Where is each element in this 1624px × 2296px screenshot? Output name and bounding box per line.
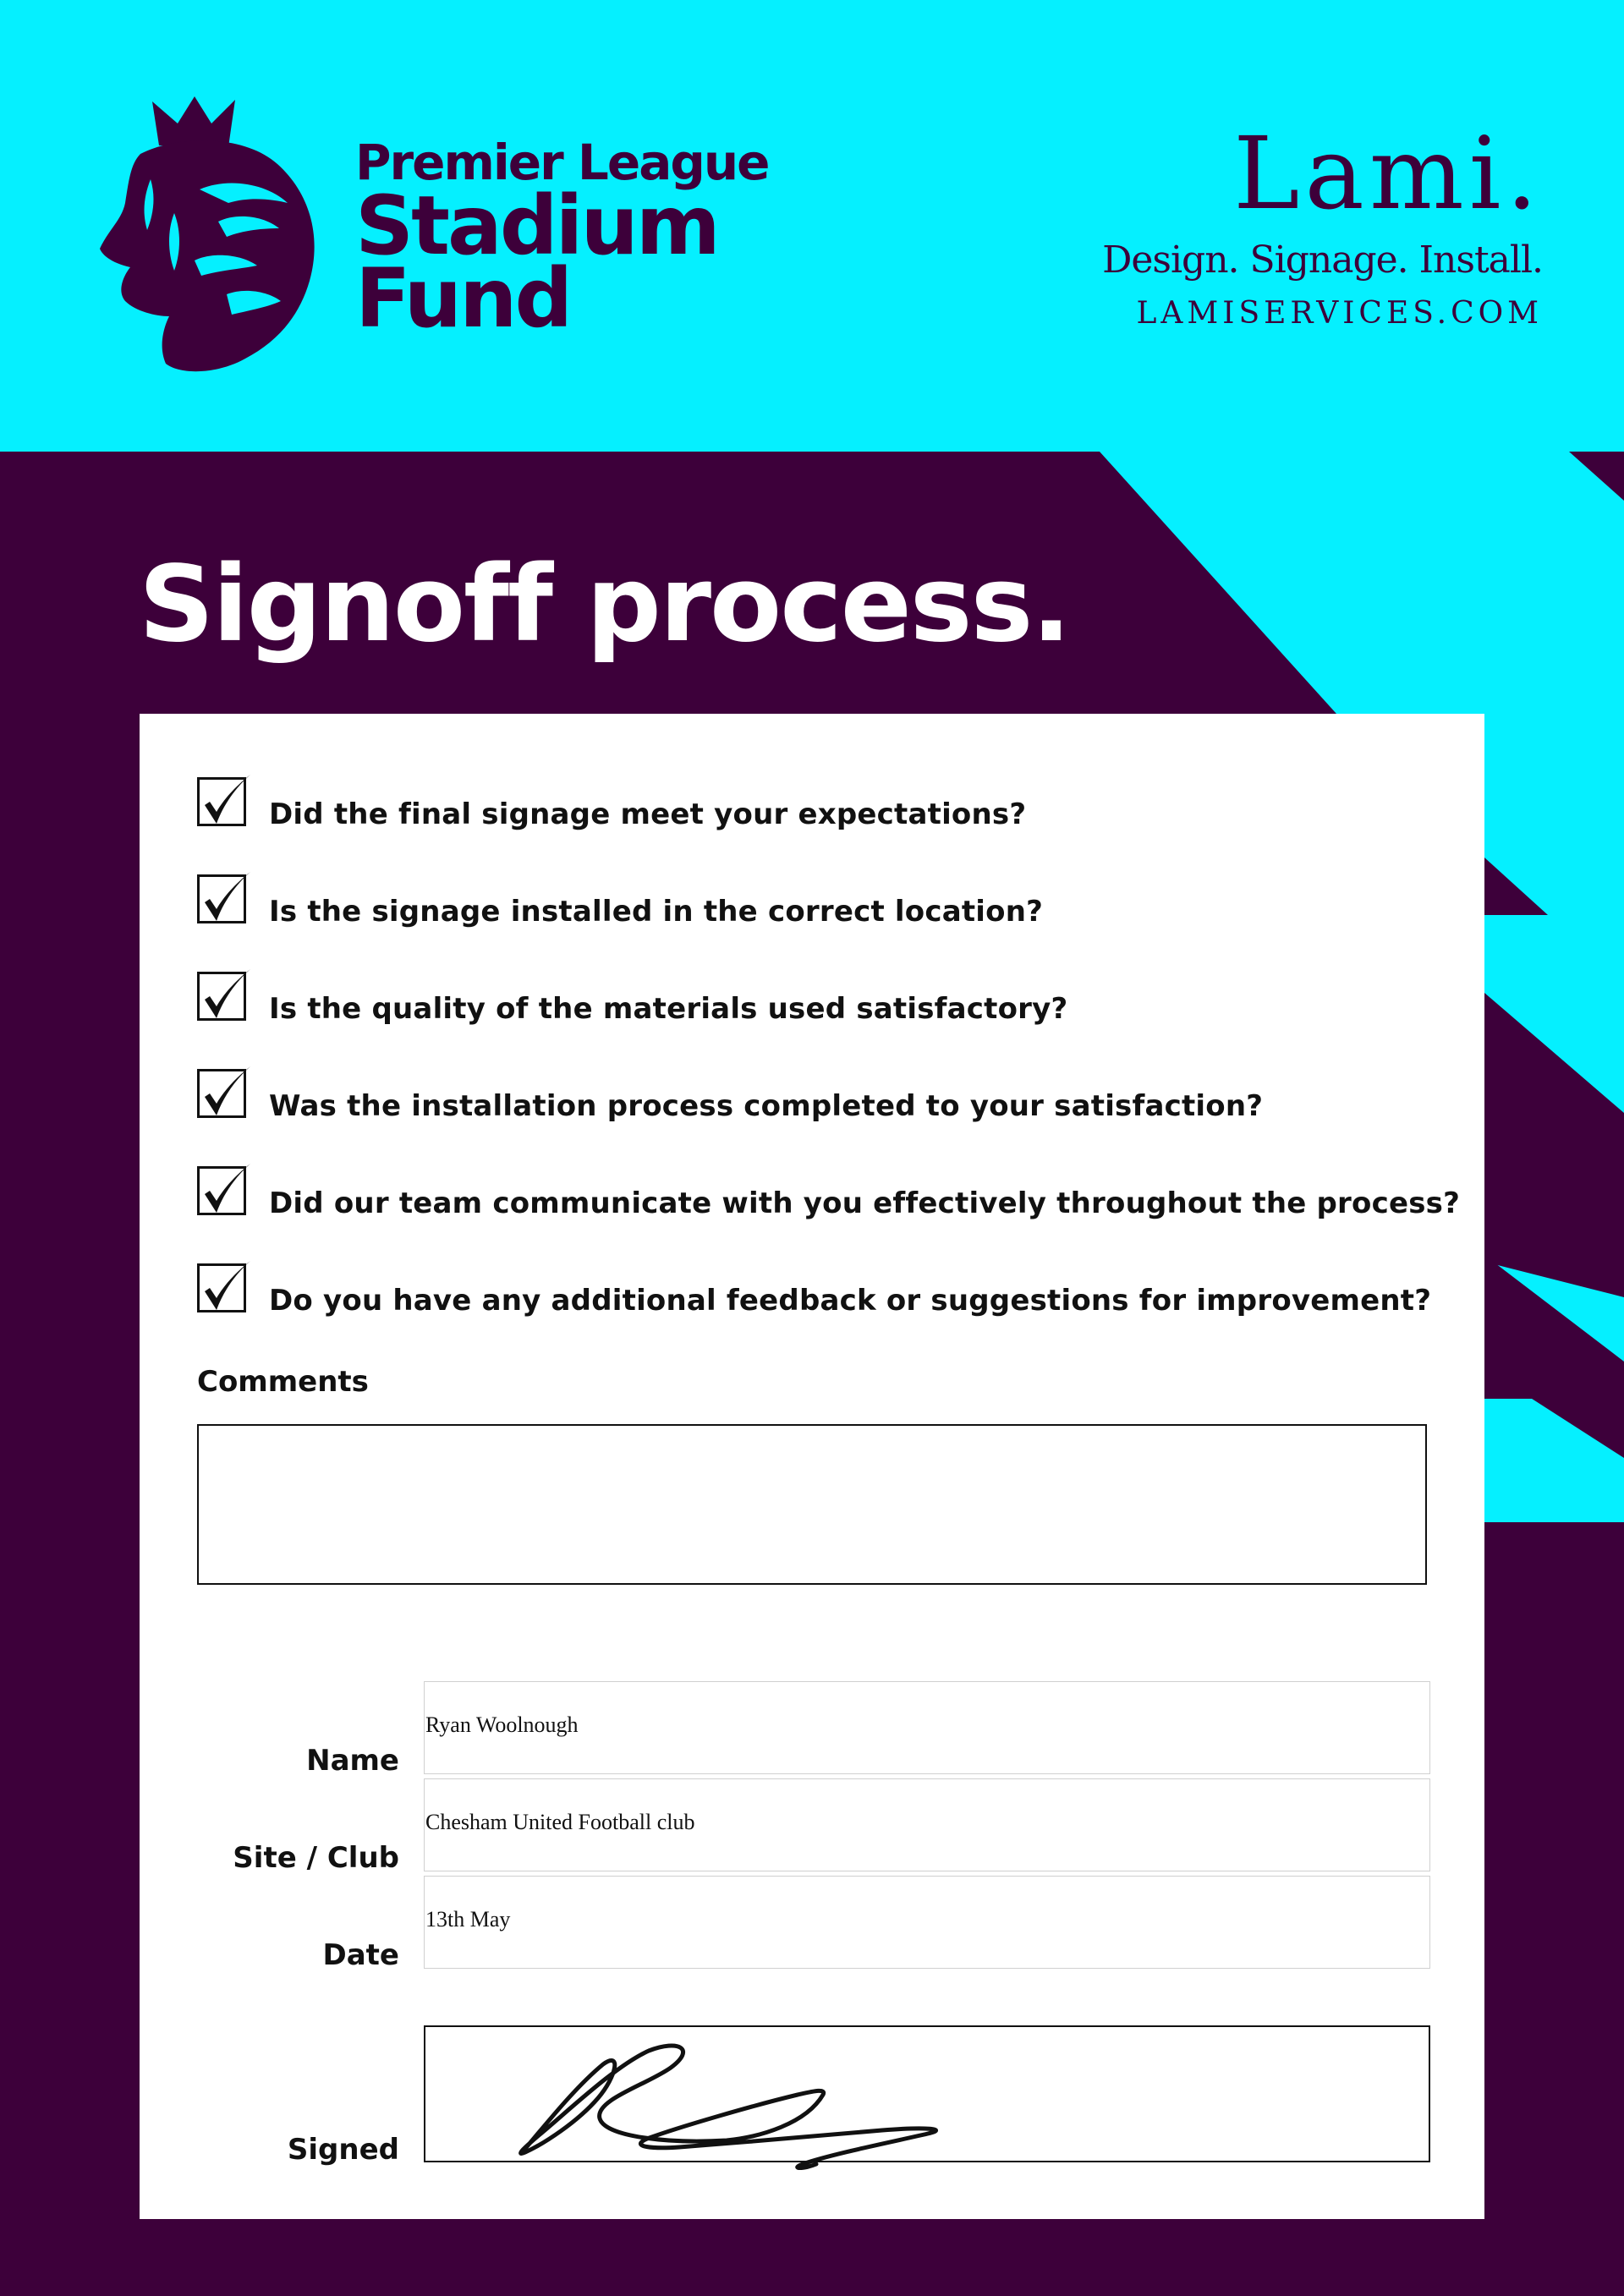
page-title: Signoff process. (139, 544, 1070, 666)
checkbox[interactable] (197, 972, 246, 1021)
logo-line2: Stadium (355, 178, 718, 273)
checkmark-icon (198, 1258, 254, 1318)
question-text: Do you have any additional feedback or suggestions for improvement? (269, 1284, 1432, 1318)
lami-brand-block (1102, 115, 1543, 337)
date-field[interactable] (424, 1876, 1430, 1969)
question-text: Is the signage installed in the correct location? (269, 895, 1044, 929)
site-label: Site / Club (233, 1841, 399, 1875)
question-text: Is the quality of the materials used satisfactory? (269, 992, 1068, 1026)
checkmark-icon (198, 869, 254, 929)
stadium-fund-logo-text (355, 134, 769, 346)
header-band (0, 0, 1624, 452)
checkmark-icon (198, 966, 254, 1027)
lami-website: LAMISERVICES.COM (1136, 296, 1543, 331)
checkmark-icon (198, 771, 254, 832)
premier-league-lion-icon (100, 95, 324, 374)
date-value: 13th May (425, 1907, 511, 1932)
signed-label: Signed (287, 2133, 399, 2167)
checkbox[interactable] (197, 1263, 246, 1312)
checkbox[interactable] (197, 777, 246, 826)
site-value: Chesham United Football club (425, 1810, 695, 1834)
comments-label: Comments (197, 1365, 369, 1399)
logo-line3: Fund (355, 251, 571, 346)
logo-line1: Premier League (355, 134, 769, 191)
handwritten-signature (425, 2027, 1432, 2188)
site-field[interactable] (424, 1778, 1430, 1871)
name-label: Name (306, 1744, 399, 1778)
name-field[interactable] (424, 1681, 1430, 1774)
signature-field[interactable] (424, 2025, 1430, 2162)
name-value: Ryan Woolnough (425, 1712, 579, 1737)
checkbox[interactable] (197, 874, 246, 923)
lami-tagline: Design. Signage. Install. (1102, 238, 1543, 282)
lami-brand: Lami. (1233, 115, 1543, 232)
checkmark-icon (198, 1063, 254, 1124)
signoff-form-card (140, 714, 1484, 2219)
checkbox[interactable] (197, 1166, 246, 1215)
question-text: Did the final signage meet your expectations? (269, 797, 1027, 831)
comments-field[interactable] (197, 1424, 1427, 1585)
question-text: Did our team communicate with you effectively throughout the process? (269, 1186, 1460, 1220)
checkmark-icon (198, 1160, 254, 1221)
question-text: Was the installation process completed to your satisfaction? (269, 1089, 1264, 1123)
checkbox[interactable] (197, 1069, 246, 1118)
date-label: Date (322, 1938, 399, 1972)
